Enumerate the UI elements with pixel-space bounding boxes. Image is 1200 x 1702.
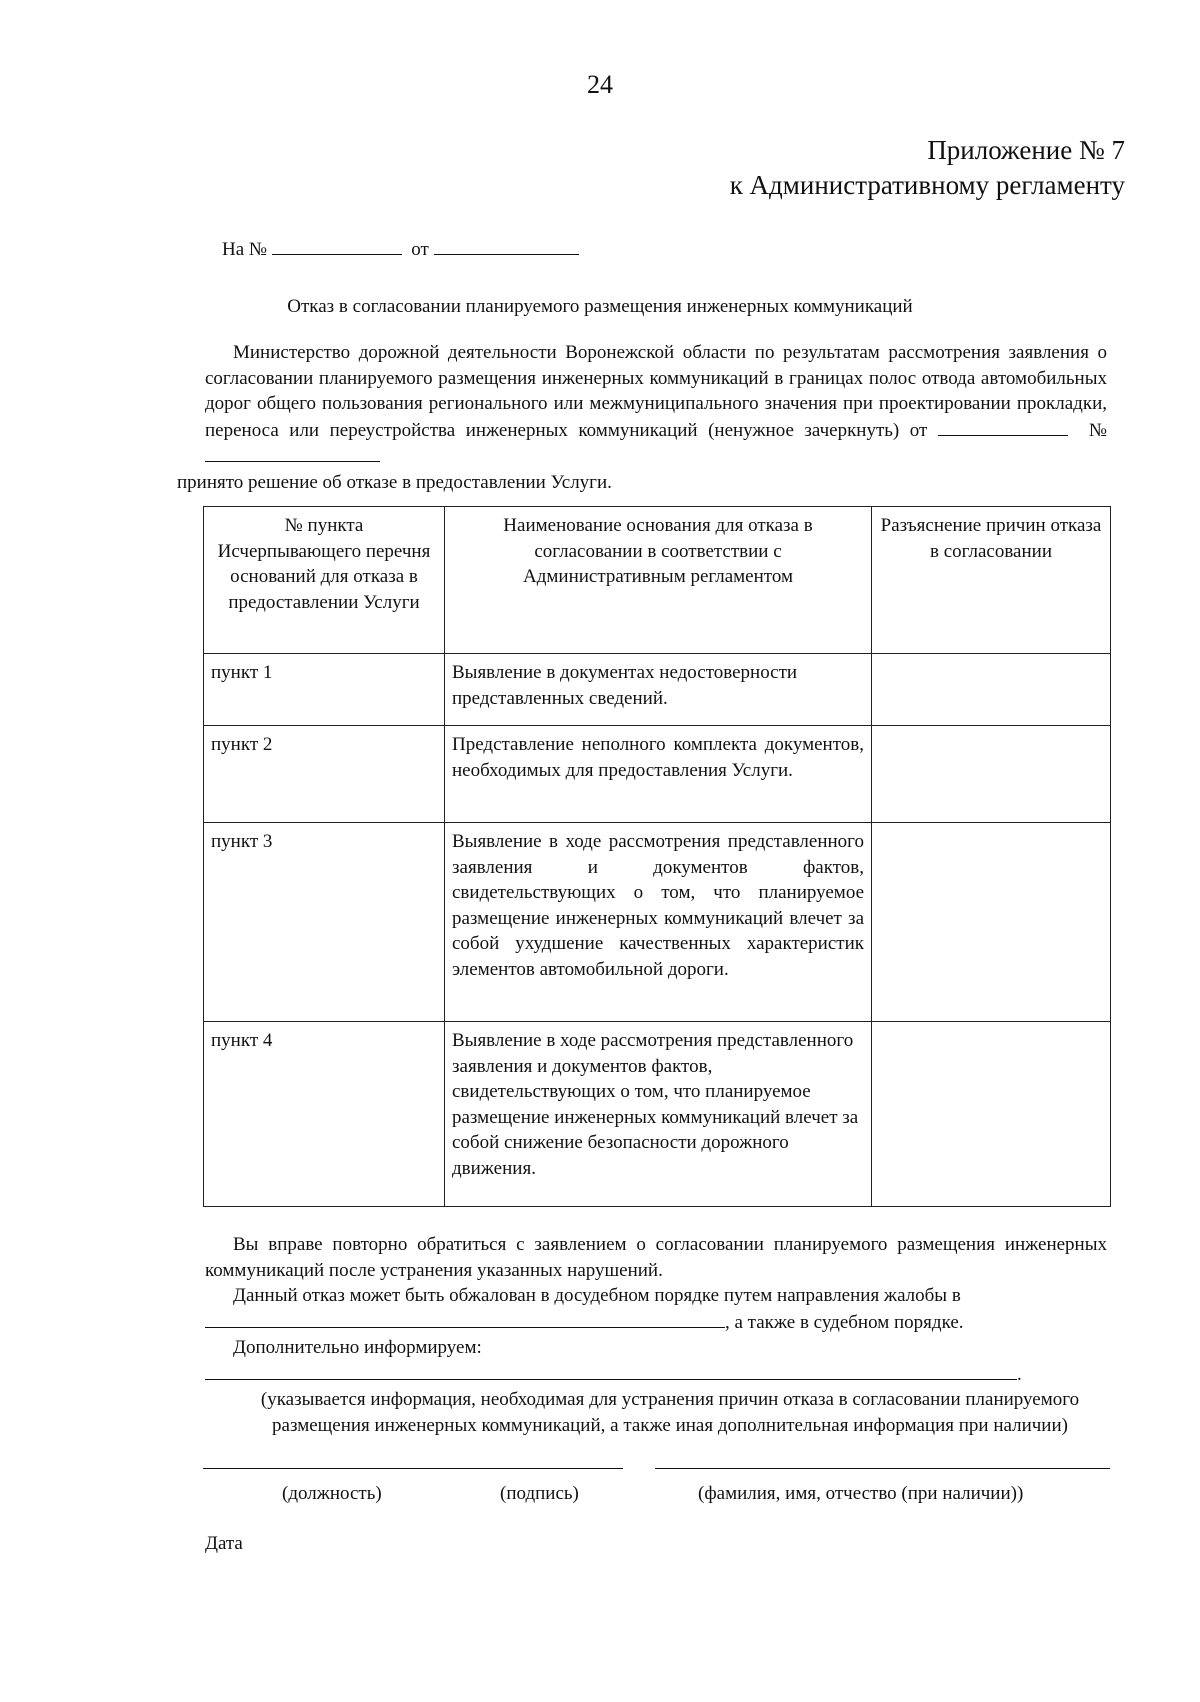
row-item: пункт 4: [204, 1022, 445, 1207]
row-explanation: [872, 726, 1111, 823]
intro-number-blank: [205, 443, 380, 462]
reference-date-blank: [434, 236, 579, 255]
row-explanation: [872, 823, 1111, 1022]
intro-paragraph: [177, 340, 1108, 495]
row-reason: Выявление в документах недостоверности представленных сведений.: [445, 654, 872, 726]
intro-date-blank: [938, 417, 1068, 436]
reference-number-label: На №: [222, 239, 268, 260]
row-item: пункт 3: [204, 823, 445, 1022]
name-signature-line: [655, 1468, 1110, 1469]
full-name-caption: (фамилия, имя, отчество (при наличии)): [698, 1483, 1024, 1504]
appeal-line: [205, 1309, 1107, 1336]
reference-number-blank: [272, 236, 402, 255]
row-item: пункт 2: [204, 726, 445, 823]
table-row: [204, 726, 1111, 823]
intro-decision: принято решение об отказе в предоставлении Услуги.: [177, 471, 612, 493]
table-row: [204, 823, 1111, 1022]
additional-info-label: Дополнительно информируем:: [233, 1337, 482, 1358]
row-item: пункт 1: [204, 654, 445, 726]
row-reason: Представление неполного комплекта документов, необходимых для предоставления Услуги.: [445, 726, 872, 823]
refusal-grounds-table: [203, 506, 1111, 1207]
date-label: Дата: [205, 1533, 243, 1554]
additional-info-blank: [205, 1361, 1017, 1380]
appendix-reference: к Административному регламенту: [729, 170, 1125, 200]
table-header-row: [204, 507, 1111, 654]
additional-info-line: .: [205, 1361, 1107, 1388]
additional-info-note: (указывается информация, необходимая для устранения причин отказа в согласовании планируемого размещения инженерных коммуникаций, а также иная дополнительная информация при наличии): [260, 1389, 1080, 1436]
position-signature-line: [203, 1468, 623, 1469]
intro-text: Министерство дорожной деятельности Воронежской области по результатам рассмотрения заявления о согласовании планируемого размещения инженерных коммуникаций в границах полос отвода автомобильных дорог общего пользования регионального или межмуниципального значения при проектировании прокладки, переноса или переустройства инженерных коммуникаций (ненужное зачеркнуть) от: [205, 342, 1107, 441]
page-number: 24: [587, 70, 613, 99]
row-reason: Выявление в ходе рассмотрения представленного заявления и документов фактов, свидетельствующих о том, что планируемое размещение инженерных коммуникаций влечет за собой ухудшение качественных характеристик элементов автомобильной дороги.: [445, 823, 872, 1022]
footer-block: [205, 1232, 1107, 1387]
reference-line: [222, 236, 579, 261]
row-explanation: [872, 1022, 1111, 1207]
appeal-text: Данный отказ может быть обжалован в досудебном порядке путем направления жалобы в: [233, 1285, 961, 1306]
appeal-blank: [205, 1309, 725, 1328]
header-explanation: Разъяснение причин отказа в согласовании: [872, 507, 1111, 654]
table-row: [204, 654, 1111, 726]
appeal-end: , а также в судебном порядке.: [725, 1311, 964, 1333]
row-reason: Выявление в ходе рассмотрения представленного заявления и документов фактов, свидетельствующих о том, что планируемое размещение инженерных коммуникаций влечет за собой снижение безопасности дорожного движения.: [445, 1022, 872, 1207]
header-item-number: № пункта Исчерпывающего перечня оснований для отказа в предоставлении Услуги: [204, 507, 445, 654]
reapply-text: Вы вправе повторно обратиться с заявлением о согласовании планируемого размещения инженерных коммуникаций после устранения указанных нарушений.: [205, 1234, 1107, 1281]
reference-date-label: от: [411, 239, 429, 260]
signature-caption: (подпись): [500, 1483, 579, 1504]
intro-number-label: №: [1088, 419, 1108, 441]
document-title: Отказ в согласовании планируемого размещения инженерных коммуникаций: [287, 296, 913, 317]
table-row: [204, 1022, 1111, 1207]
position-caption: (должность): [282, 1483, 382, 1504]
appendix-number: Приложение № 7: [927, 135, 1125, 165]
header-reason: Наименование основания для отказа в согласовании в соответствии с Административным регламентом: [445, 507, 872, 654]
row-explanation: [872, 654, 1111, 726]
